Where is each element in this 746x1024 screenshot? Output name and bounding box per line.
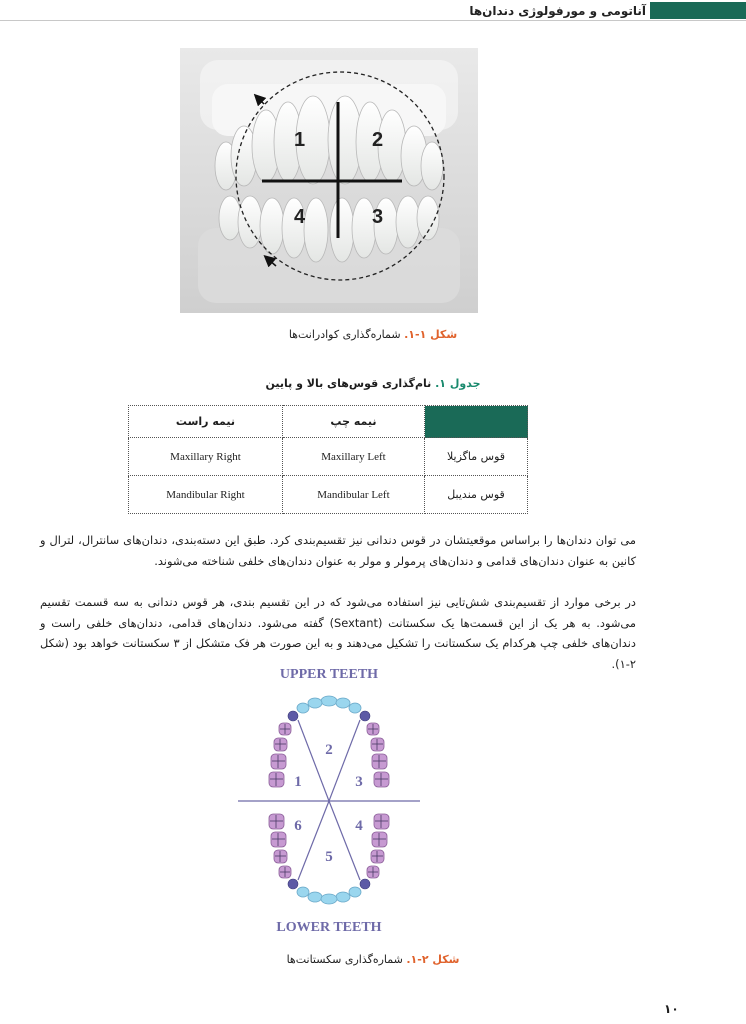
table-1-title-number: جدول ۱. bbox=[435, 377, 481, 390]
table-1-title bbox=[0, 377, 746, 390]
figure-1-caption-number: شکل ۱-۱. bbox=[404, 328, 458, 341]
table-1-title-text: نام‌گذاری قوس‌های بالا و پایین bbox=[265, 377, 436, 390]
row-label-maxilla: قوس ماگزیلا bbox=[425, 438, 528, 476]
header-left-half: نیمه چپ bbox=[282, 406, 424, 438]
row-label-mandible: قوس مندیبل bbox=[425, 476, 528, 514]
upper-teeth-label: UPPER TEETH bbox=[279, 667, 379, 682]
header-corner-cell bbox=[425, 406, 528, 438]
page-number: ۱۰ bbox=[664, 1002, 679, 1016]
figure-2-caption-number: شکل ۲-۱. bbox=[406, 953, 460, 966]
running-header-title: آناتومی و مورفولوژی دندان‌ها bbox=[469, 4, 646, 18]
sextant-diagram bbox=[236, 660, 422, 940]
figure-1-caption-text: شماره‌گذاری کوادرانت‌ها bbox=[288, 328, 405, 341]
quadrant-label-1: 1 bbox=[294, 129, 306, 151]
lower-teeth-label: LOWER TEETH bbox=[276, 920, 382, 935]
table-header-row bbox=[129, 406, 528, 438]
cell-maxillary-left: Maxillary Left bbox=[282, 438, 424, 476]
figure-2-caption bbox=[0, 953, 746, 966]
paragraph-classification: می توان دندان‌ها را براساس موقعیتشان در قوس دندانی نیز تقسیم‌بندی کرد. طبق این دسته‌بندی، دندان‌های سانترال، لترال و کانین به عنوان دندان‌های قدامی و دندان‌های پرمولر و مولر به عنوان دندان‌های خلفی شناخته می‌شوند. bbox=[40, 533, 636, 568]
sextant-label-1: 1 bbox=[294, 774, 302, 790]
cell-mandibular-left: Mandibular Left bbox=[282, 476, 424, 514]
header-accent-bar bbox=[650, 2, 746, 19]
table-row bbox=[129, 476, 528, 514]
header-divider bbox=[0, 20, 746, 21]
cell-mandibular-right: Mandibular Right bbox=[129, 476, 283, 514]
quadrant-label-3: 3 bbox=[372, 206, 384, 228]
quadrant-photo bbox=[180, 48, 478, 313]
paragraph-sextant: در برخی موارد از تقسیم‌بندی شش‌تایی نیز استفاده می‌شود که در این تقسیم بندی، هر قوس دندانی به سه قسمت تقسیم می‌شود. به هر یک از این قسمت‌ها یک سکستانت (Sextant) گفته می‌شود. دندان‌های قدامی، دندان‌های خلفی راست و دندان‌های خلفی چپ هرکدام یک سکستانت را تشکیل می‌دهند و به این صورت هر فک متشکل از ۳ سکستانت خواهد بود (شکل ۲-۱). bbox=[40, 595, 636, 671]
sextant-label-5: 5 bbox=[325, 849, 333, 865]
quadrant-label-4: 4 bbox=[294, 206, 306, 228]
cell-maxillary-right: Maxillary Right bbox=[129, 438, 283, 476]
figure-1-caption bbox=[0, 328, 746, 341]
quadrant-label-2: 2 bbox=[372, 129, 384, 151]
arch-naming-table bbox=[128, 405, 528, 514]
sextant-label-6: 6 bbox=[294, 818, 302, 834]
table-row bbox=[129, 438, 528, 476]
sextant-label-4: 4 bbox=[355, 818, 363, 834]
sextant-label-3: 3 bbox=[355, 774, 363, 790]
sextant-label-2: 2 bbox=[325, 742, 333, 758]
header-right-half: نیمه راست bbox=[129, 406, 283, 438]
figure-2-caption-text: شماره‌گذاری سکستانت‌ها bbox=[286, 953, 407, 966]
